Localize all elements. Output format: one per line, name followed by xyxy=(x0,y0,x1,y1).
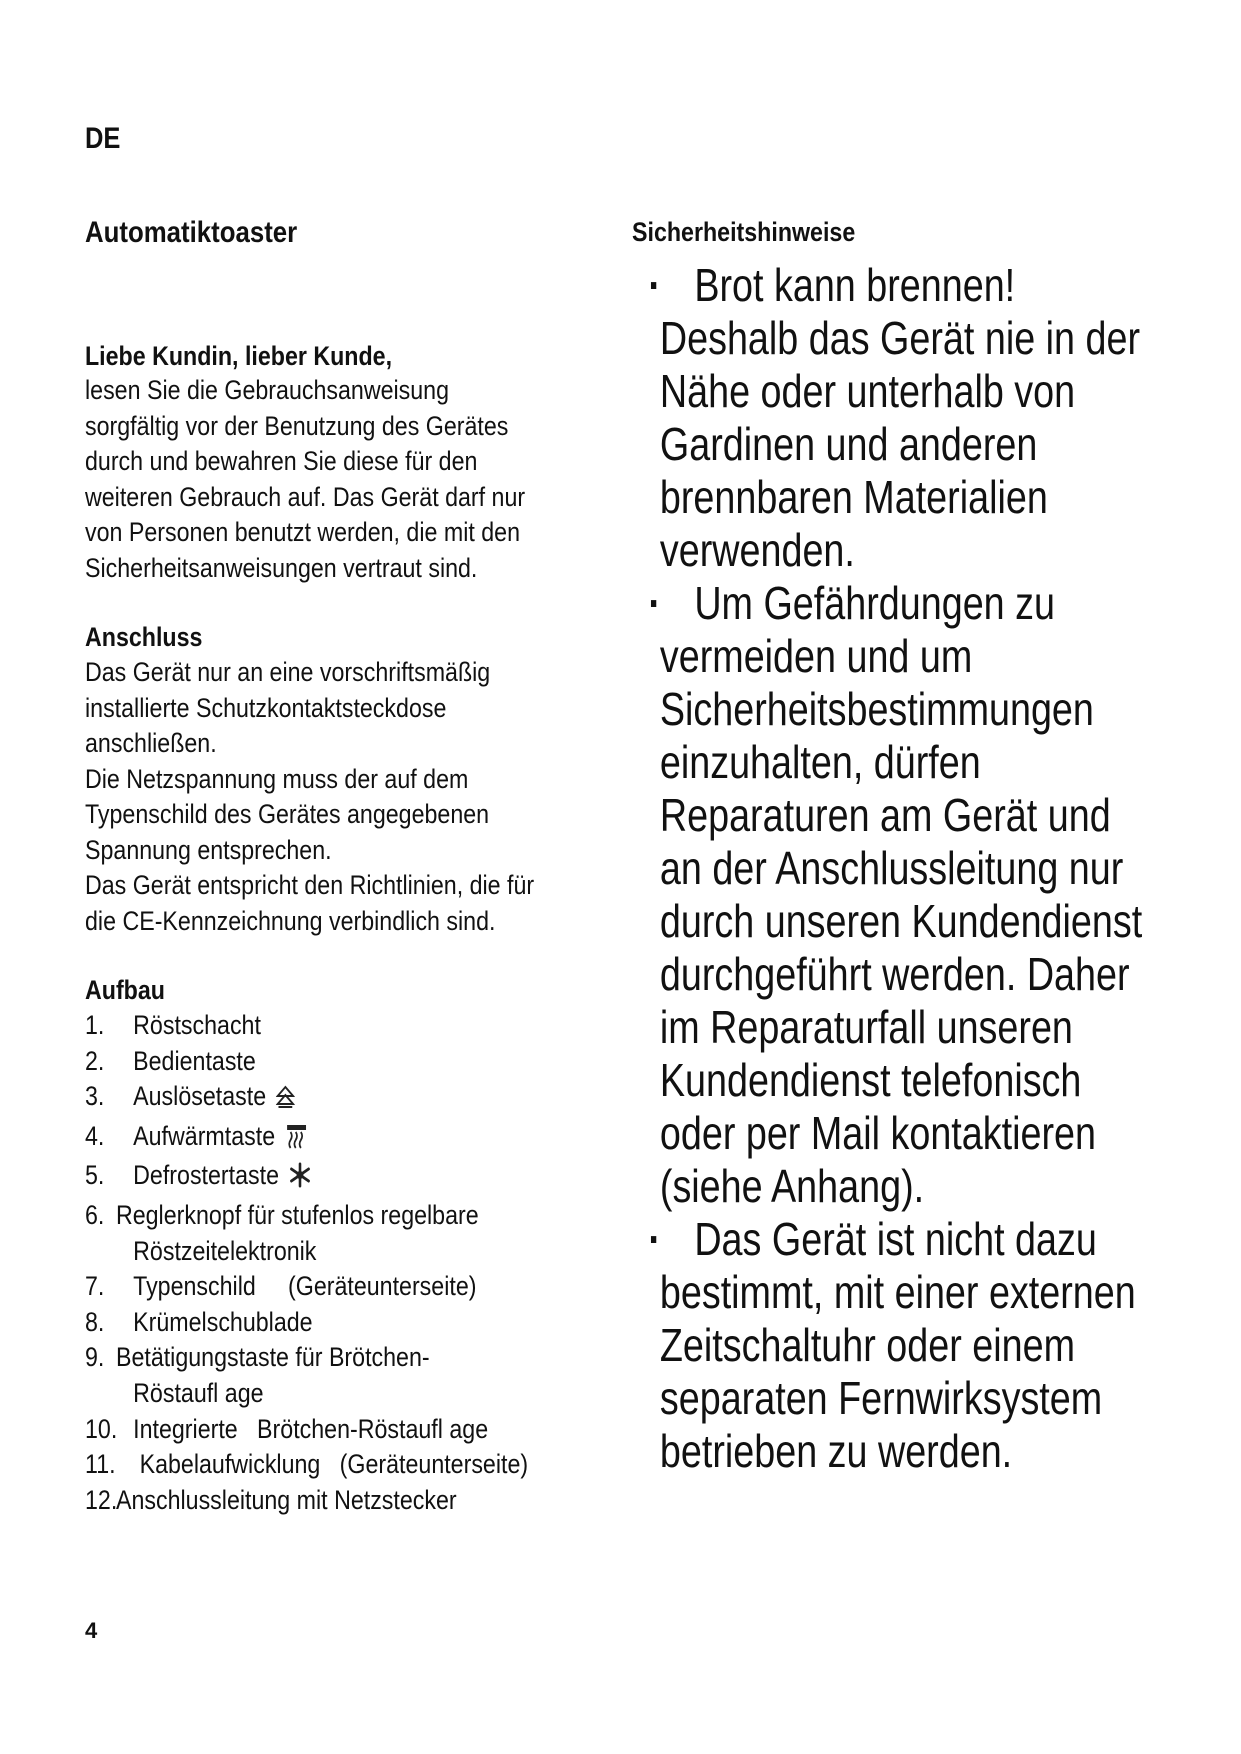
list-item: 6. Reglerknopf für stufenlos regelbare Röstzeitelektronik xyxy=(85,1199,479,1266)
defrost-icon xyxy=(289,1162,311,1198)
page-number: 4 xyxy=(85,1618,98,1643)
list-item: 5. Defrostertaste xyxy=(85,1158,635,1198)
list-item: 9. Betätigungstaste für Brötchen- Röstaufl age xyxy=(85,1342,430,1408)
anschluss-text-3: Das Gerät entspricht den Richtlinien, die für die CE-Kennzeichnung verbindlich sind. xyxy=(85,870,535,936)
release-icon xyxy=(276,1083,295,1119)
left-column xyxy=(85,215,645,1518)
list-item: 8. Krümelschublade xyxy=(85,1306,313,1337)
list-item: 12. Anschlussleitung mit Netzstecker xyxy=(85,1484,457,1515)
safety-list xyxy=(632,259,1192,1478)
intro-text: lesen Sie die Gebrauchsanweisung sorgfältig vor der Benutzung des Gerätes durch und bewahren Sie diese für den weiteren Gebrauch auf. Das Gerät darf nur von Personen benutzt werden, die mit den Sicherheitsanweisungen vertraut sind. xyxy=(85,375,526,583)
list-item: 2. Bedientaste xyxy=(85,1045,256,1076)
list-item: 10. Integrierte Brötchen-Röstaufl age xyxy=(85,1413,489,1444)
reheat-icon xyxy=(285,1123,307,1159)
safety-heading: Sicherheitshinweise xyxy=(632,217,856,247)
anschluss-heading: Anschluss xyxy=(85,622,203,652)
anschluss-text: Das Gerät nur an eine vorschriftsmäßig installierte Schutzkontaktsteckdose anschließen. xyxy=(85,657,491,758)
greeting: Liebe Kundin, lieber Kunde, xyxy=(85,341,393,371)
anschluss-text-2: Die Netzspannung muss der auf dem Typenschild des Gerätes angegebenen Spannung entsprechen. xyxy=(85,763,490,865)
list-item: 7. Typenschild (Geräteunterseite) xyxy=(85,1271,477,1302)
aufbau-heading: Aufbau xyxy=(85,975,165,1005)
document-title: Automatiktoaster xyxy=(85,216,298,249)
right-column xyxy=(632,215,1192,1478)
safety-item: · Um Gefährdungen zu vermeiden und um Sicherheitsbestimmungen einzuhalten, dürfen Reparaturen am Gerät und an der Anschlussleitung nur durch unseren Kundendienst durchgeführt werden. Daher im Reparaturfall unseren Kundendienst telefonisch oder per Mail kontaktieren (siehe Anhang). xyxy=(632,577,1152,1213)
list-item: 1. Röstschacht xyxy=(85,1010,261,1040)
list-item: 11. Kabelaufwicklung (Geräteunterseite) xyxy=(85,1449,529,1480)
safety-item: · Das Gerät ist nicht dazu bestimmt, mit einer externen Zeitschaltuhr oder einem separaten Fernwirksystem betrieben zu werden. xyxy=(632,1213,1152,1478)
list-item: 3. Auslösetaste xyxy=(85,1079,635,1119)
language-code: DE xyxy=(85,122,121,155)
safety-item: · Brot kann brennen! Deshalb das Gerät nie in der Nähe oder unterhalb von Gardinen und anderen brennbaren Materialien verwenden. xyxy=(632,259,1152,577)
aufbau-list xyxy=(85,1008,635,1518)
list-item: 4. Aufwärmtaste xyxy=(85,1119,635,1159)
